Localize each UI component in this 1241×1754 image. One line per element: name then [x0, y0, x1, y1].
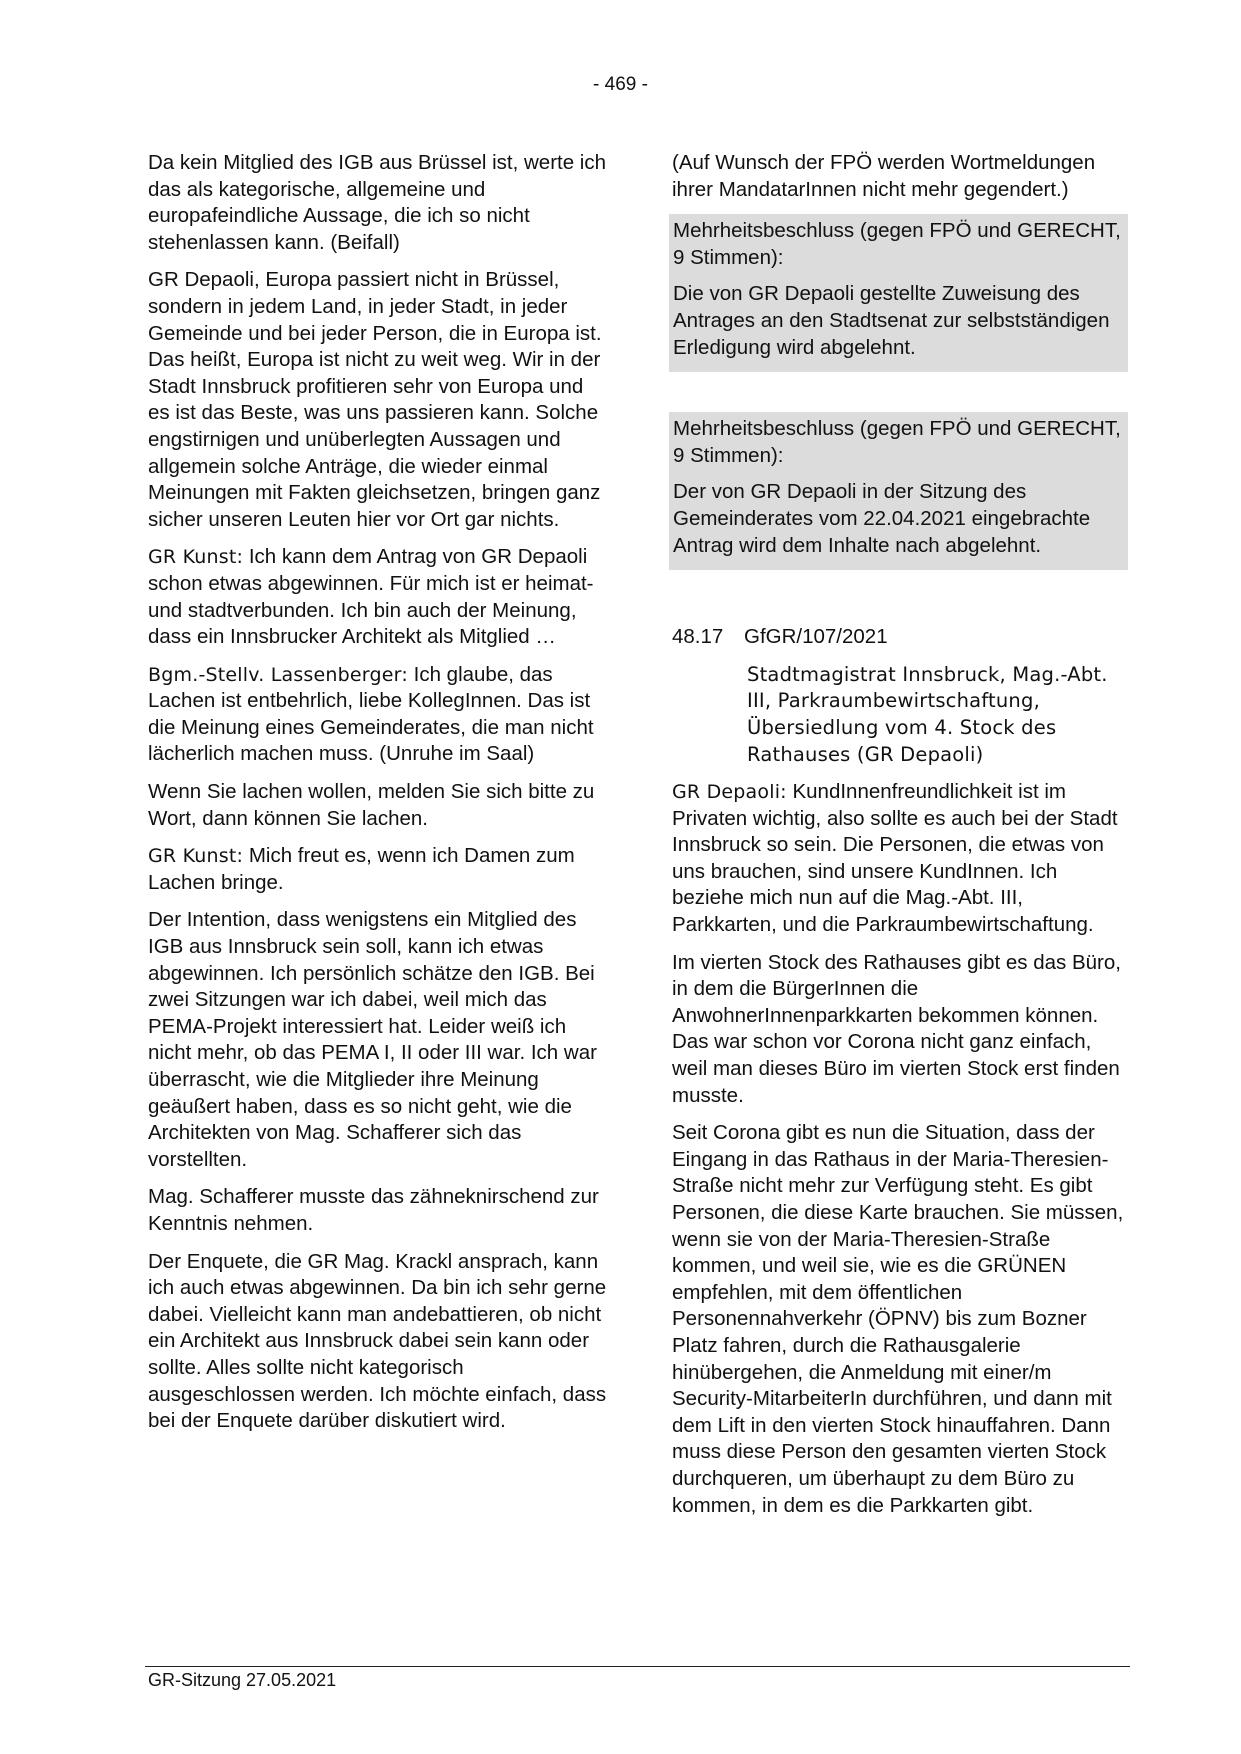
paragraph: Im vierten Stock des Rathauses gibt es das Büro, in dem die BürgerInnen die AnwohnerInnenparkkarten bekommen können. Das war schon vor Corona nicht ganz einfach, weil man dieses Büro im vierten Stock erst finden musste. — [672, 950, 1121, 1107]
speaker-name: GR Kunst: — [148, 845, 244, 868]
agenda-item-number: 48.17 — [672, 625, 724, 649]
paragraph — [148, 544, 608, 650]
resolution-box — [669, 214, 1128, 372]
speech-text: Ich glaube, das Lachen ist entbehrlich, liebe KollegInnen. Das ist die Meinung eines Gemeinderates, die man nicht lächerlich machen muss. (Unruhe im Saal) — [148, 662, 594, 766]
paragraph: Da kein Mitglied des IGB aus Brüssel ist, werte ich das als kategorische, allgemeine und europafeindliche Aussage, die ich so nicht stehenlassen kann. (Beifall) — [148, 151, 607, 254]
resolution-box — [669, 412, 1128, 570]
resolution-text: Der von GR Depaoli in der Sitzung des Gemeinderates vom 22.04.2021 eingebrachte Antrag wird dem Inhalte nach abgelehnt. — [673, 480, 1091, 557]
paragraph: Mag. Schafferer musste das zähneknirschend zur Kenntnis nehmen. — [148, 1185, 599, 1235]
paragraph — [148, 843, 608, 896]
resolution-title: Mehrheitsbeschluss (gegen FPÖ und GERECHT, 9 Stimmen): — [673, 219, 1121, 269]
resolution-text: Die von GR Depaoli gestellte Zuweisung des Antrages an den Stadtsenat zur selbstständigen Erledigung wird abgelehnt. — [673, 282, 1110, 359]
paragraph — [672, 779, 1128, 939]
footer-divider — [145, 1666, 1130, 1667]
speaker-name: Bgm.-Stellv. Lassenberger: — [148, 663, 408, 686]
page-number: - 469 - — [593, 74, 648, 95]
footer-text: GR-Sitzung 27.05.2021 — [148, 1670, 337, 1690]
paragraph — [148, 662, 608, 768]
agenda-item-code: GfGR/107/2021 — [744, 625, 888, 649]
speech-text: KundInnenfreundlichkeit ist im Privaten wichtig, also sollte es auch bei der Stadt Innsbruck so sein. Die Personen, die etwas von uns brauchen, sind unsere KundInnen. Ich beziehe mich nun auf die Mag.-Abt. III, Parkkarten, und die Parkraumbewirtschaftung. — [672, 780, 1118, 937]
speech-text: Ich kann dem Antrag von GR Depaoli schon etwas abgewinnen. Für mich ist er heimat- und stadtverbunden. Ich bin auch der Meinung, dass ein Innsbrucker Architekt als Mitglied … — [148, 545, 594, 649]
paragraph: Wenn Sie lachen wollen, melden Sie sich bitte zu Wort, dann können Sie lachen. — [148, 780, 595, 830]
agenda-item-description: Stadtmagistrat Innsbruck, Mag.-Abt. III, Parkraumbewirtschaftung, Übersiedlung vom 4. Stock des Rathauses (GR Depaoli) — [747, 662, 1108, 766]
right-column — [672, 150, 1128, 1530]
paragraph: GR Depaoli, Europa passiert nicht in Brüssel, sondern in jedem Land, in jeder Stadt, in jeder Gemeinde und bei jeder Person, die in Europa ist. Das heißt, Europa ist nicht zu weit weg. Wir in der Stadt Innsbruck profitieren sehr von Europa und es ist das Beste, was uns passieren kann. Solche engstirnigen und unüberlegten Aussagen und allgemein solche Anträge, die wieder einmal Meinungen mit Fakten gleichsetzen, bringen ganz sicher unseren Leuten hier vor Ort gar nichts. — [148, 268, 602, 531]
paragraph: (Auf Wunsch der FPÖ werden Wortmeldungen ihrer MandatarInnen nicht mehr gegendert.) — [672, 151, 1096, 201]
speaker-name: GR Kunst: — [148, 546, 244, 569]
paragraph: Der Intention, dass wenigstens ein Mitglied des IGB aus Innsbruck sein soll, kann ich etwas abgewinnen. Ich persönlich schätze den IGB. Bei zwei Sitzungen war ich dabei, weil mich das PEMA-Projekt interessiert hat. Leider weiß ich nicht mehr, ob das PEMA I, II oder III war. Ich war überrascht, wie die Mitglieder ihre Meinung geäußert haben, dass es so nicht geht, wie die Architekten von Mag. Schafferer sich das vorstellten. — [148, 908, 597, 1171]
agenda-item-heading — [672, 624, 1128, 651]
speech-text: Mich freut es, wenn ich Damen zum Lachen bringe. — [148, 844, 575, 894]
speaker-name: GR Depaoli: — [672, 781, 787, 804]
left-column — [148, 150, 608, 1446]
paragraph: Seit Corona gibt es nun die Situation, dass der Eingang in das Rathaus in der Maria-Theresien-Straße nicht mehr zur Verfügung steht. Es gibt Personen, die diese Karte brauchen. Sie müssen, wenn sie von der Maria-Theresien-Straße kommen, und weil sie, wie es die GRÜNEN empfehlen, mit dem öffentlichen Personennahverkehr (ÖPNV) bis zum Bozner Platz fahren, durch die Rathausgalerie hinübergehen, die Anmeldung mit einer/m Security-MitarbeiterIn durchführen, und dann mit dem Lift in den vierten Stock hinauffahren. Dann muss diese Person den gesamten vierten Stock durchqueren, um überhaupt zu dem Büro zu kommen, in dem es die Parkkarten gibt. — [672, 1121, 1124, 1517]
resolution-title: Mehrheitsbeschluss (gegen FPÖ und GERECHT, 9 Stimmen): — [673, 417, 1121, 467]
paragraph: Der Enquete, die GR Mag. Krackl ansprach, kann ich auch etwas abgewinnen. Da bin ich sehr gerne dabei. Vielleicht kann man andebattieren, ob nicht ein Architekt aus Innsbruck dabei sein kann oder sollte. Alles sollte nicht kategorisch ausgeschlossen werden. Ich möchte einfach, dass bei der Enquete darüber diskutiert wird. — [148, 1249, 607, 1433]
